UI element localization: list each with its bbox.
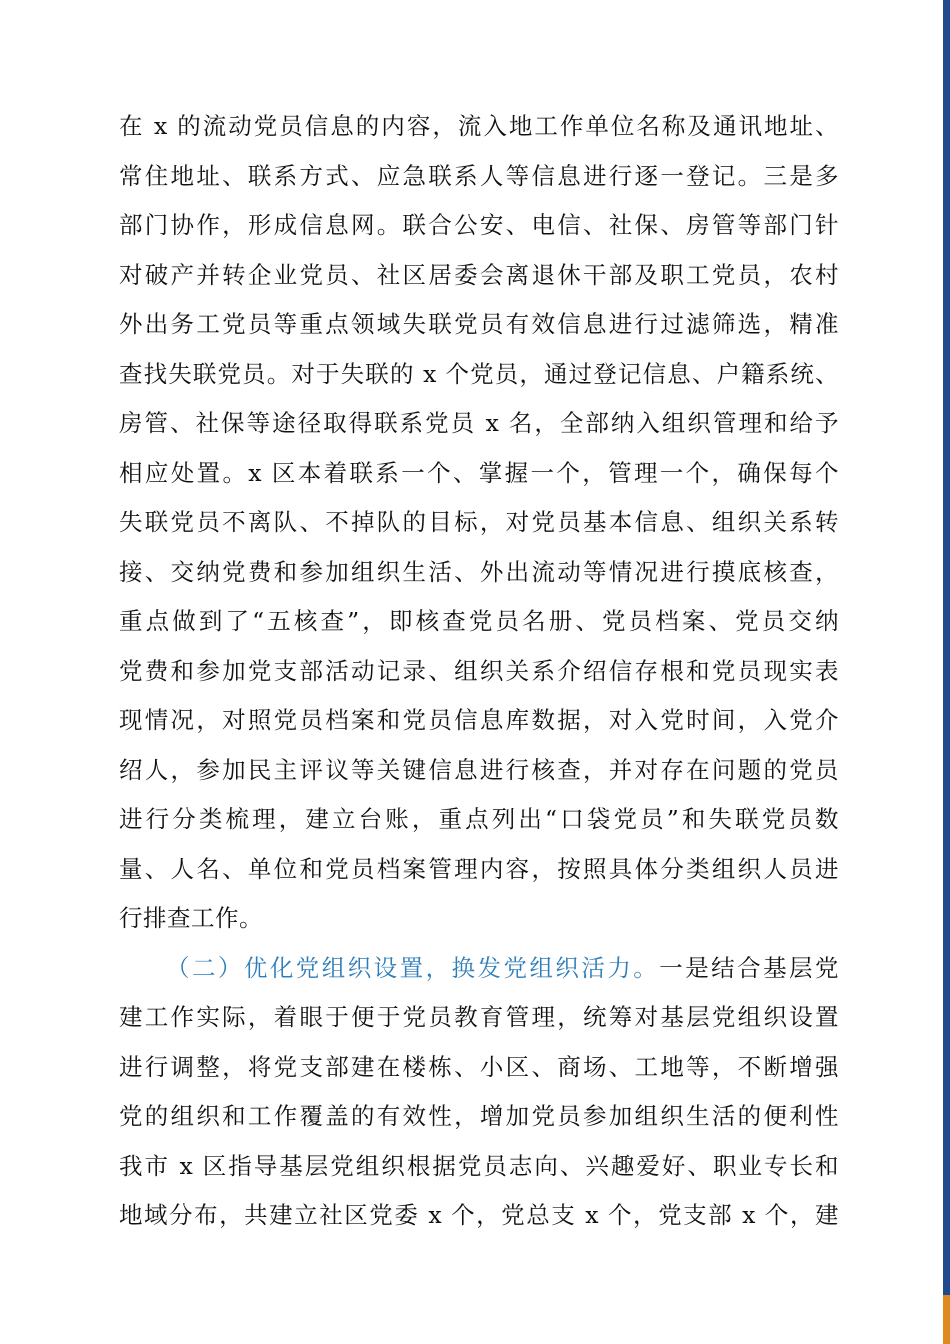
body-line: 对破产并转企业党员、社区居委会离退休干部及职工党员，农村	[119, 260, 839, 289]
body-line-paragraph-end: 行排查工作。	[119, 904, 263, 932]
body-line: 我市 x 区指导基层党组织根据党员志向、兴趣爱好、职业专长和	[119, 1151, 839, 1180]
document-body	[119, 102, 839, 1241]
body-line: 党的组织和工作覆盖的有效性，增加党员参加组织生活的便利性	[119, 1102, 839, 1130]
body-line: 部门协作，形成信息网。联合公安、电信、社保、房管等部门针	[119, 211, 839, 239]
body-line: 在 x 的流动党员信息的内容，流入地工作单位名称及通讯地址、	[119, 112, 839, 140]
body-line: 绍人，参加民主评议等关键信息进行核查，并对存在问题的党员	[119, 755, 839, 784]
section-heading-line-rest: 一是结合基层党	[659, 953, 840, 982]
body-line: 量、人名、单位和党员档案管理内容，按照具体分类组织人员进	[119, 854, 839, 883]
body-line: 查找失联党员。对于失联的 x 个党员，通过登记信息、户籍系统、	[119, 359, 839, 388]
section-heading: （二）优化党组织设置，换发党组织活力。	[166, 953, 660, 982]
body-line: 建工作实际，着眼于便于党员教育管理，统筹对基层党组织设置	[119, 1003, 839, 1031]
body-line: 房管、社保等途径取得联系党员 x 名，全部纳入组织管理和给予	[119, 409, 839, 437]
body-line: 地域分布，共建立社区党委 x 个，党总支 x 个，党支部 x 个，建	[119, 1201, 839, 1229]
body-line: 相应处置。x 区本着联系一个、掌握一个，管理一个，确保每个	[119, 458, 839, 487]
body-line: 接、交纳党费和参加组织生活、外出流动等情况进行摸底核查，	[119, 557, 839, 586]
body-line: 常住地址、联系方式、应急联系人等信息进行逐一登记。三是多	[119, 161, 839, 190]
body-line: 现情况，对照党员档案和党员信息库数据，对入党时间，入党介	[119, 706, 839, 734]
page-edge-accent-bar	[943, 0, 950, 1344]
body-line: 进行调整，将党支部建在楼栋、小区、商场、工地等，不断增强	[119, 1052, 839, 1081]
accent-bar-blue-segment	[943, 0, 950, 1295]
body-line: 党费和参加党支部活动记录、组织关系介绍信存根和党员现实表	[119, 656, 839, 685]
body-line: 失联党员不离队、不掉队的目标，对党员基本信息、组织关系转	[119, 508, 839, 536]
body-line: 进行分类梳理，建立台账，重点列出“口袋党员”和失联党员数	[119, 805, 839, 833]
body-line: 重点做到了“五核查”，即核查党员名册、党员档案、党员交纳	[119, 607, 839, 635]
section-heading-line	[119, 944, 839, 994]
accent-bar-orange-segment	[943, 1295, 950, 1344]
body-line: 外出务工党员等重点领域失联党员有效信息进行过滤筛选，精准	[119, 310, 839, 338]
